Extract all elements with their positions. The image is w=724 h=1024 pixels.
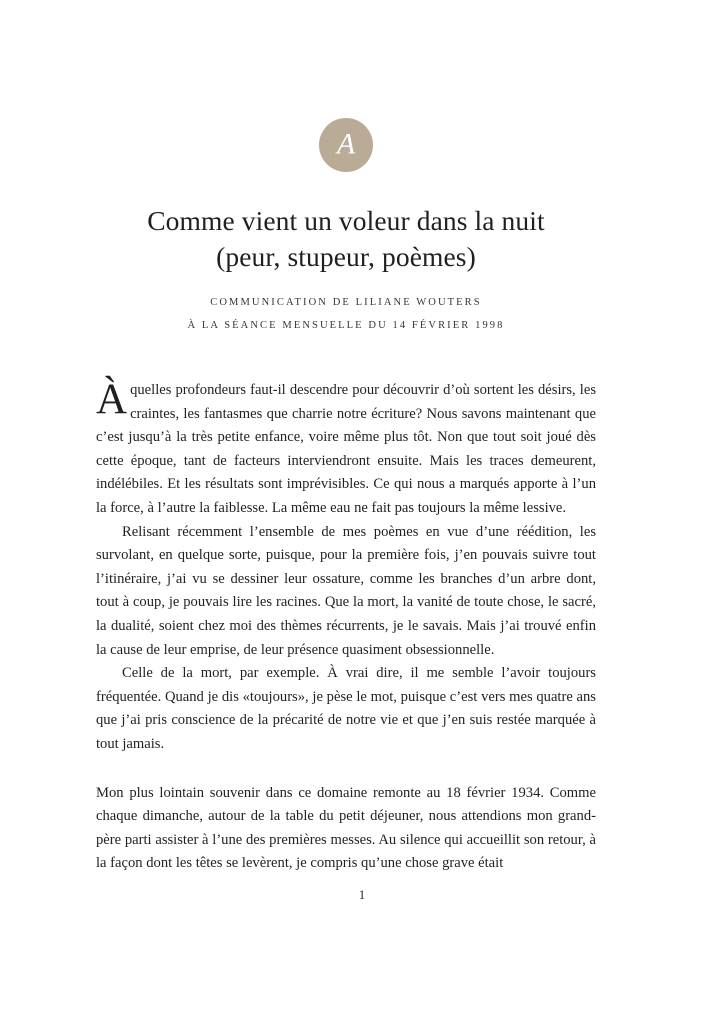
- subtitle-line-2: À LA SÉANCE MENSUELLE DU 14 FÉVRIER 1998: [187, 320, 505, 331]
- drop-cap: À: [96, 376, 128, 423]
- subtitle-line-1: COMMUNICATION DE LILIANE WOUTERS: [210, 297, 482, 308]
- paragraph: [96, 376, 596, 521]
- emblem-letter: A: [336, 127, 356, 161]
- body-text: [96, 376, 596, 876]
- title-line-2: (peur, stupeur, poèmes): [216, 241, 476, 272]
- paragraph: Relisant récemment l’ensemble de mes poèmes en vue d’une réédition, les survolant, en quelque sorte, puisque, pour la première fois, j’en pouvais suivre tout l’itinéraire, j’ai vu se dessiner leur ossature, comme les branches d’un arbre dont, tout à coup, je pouvais lire les racines. Que la mort, la vanité de toute chose, le sacré, la dualité, soient chez moi des thèmes récurrents, je le savais. Mais j’ai trouvé enfin la cause de leur emprise, de leur présence quasiment obsessionnelle.: [96, 523, 596, 658]
- title-line-1: Comme vient un voleur dans la nuit: [147, 205, 545, 236]
- paragraph: Mon plus lointain souvenir dans ce domaine remonte au 18 février 1934. Comme chaque dimanche, autour de la table du petit déjeuner, nous attendions mon grand-père parti assister à l’une des premières messes. Au silence qui accueillit son retour, à la façon dont les têtes se levèrent, je compris qu’une chose grave était: [96, 784, 596, 872]
- page-number: 1: [358, 888, 366, 902]
- page-content: [96, 0, 596, 876]
- subtitle: [96, 293, 596, 335]
- paragraph-text: quelles profondeurs faut-il descendre pour découvrir d’où sortent les désirs, les craintes, les fantasmes que charrie notre écriture? Nous savons maintenant que c’est jusqu’à la très petite enfance, voire même plus tôt. Non que tout soit joué dès cette époque, tant de facteurs interviendront ensuite. Mais les traces demeurent, indélébiles. Et les résultats sont imprévisibles. Ce qui nous a marqués apporte à l’un la force, à l’autre la faiblesse. La même eau ne fait pas toujours la même lessive.: [96, 382, 596, 516]
- emblem-container: [96, 118, 596, 177]
- paragraph: Celle de la mort, par exemple. À vrai dire, il me semble l’avoir toujours fréquentée. Quand je dis «toujours», je pèse le mot, puisque c’est vers mes quatre ans que j’ai pris conscience de la précarité de notre vie et que j’en suis restée marquée à tout jamais.: [96, 665, 596, 752]
- page-title: [96, 203, 596, 275]
- academy-emblem-icon: [319, 118, 373, 172]
